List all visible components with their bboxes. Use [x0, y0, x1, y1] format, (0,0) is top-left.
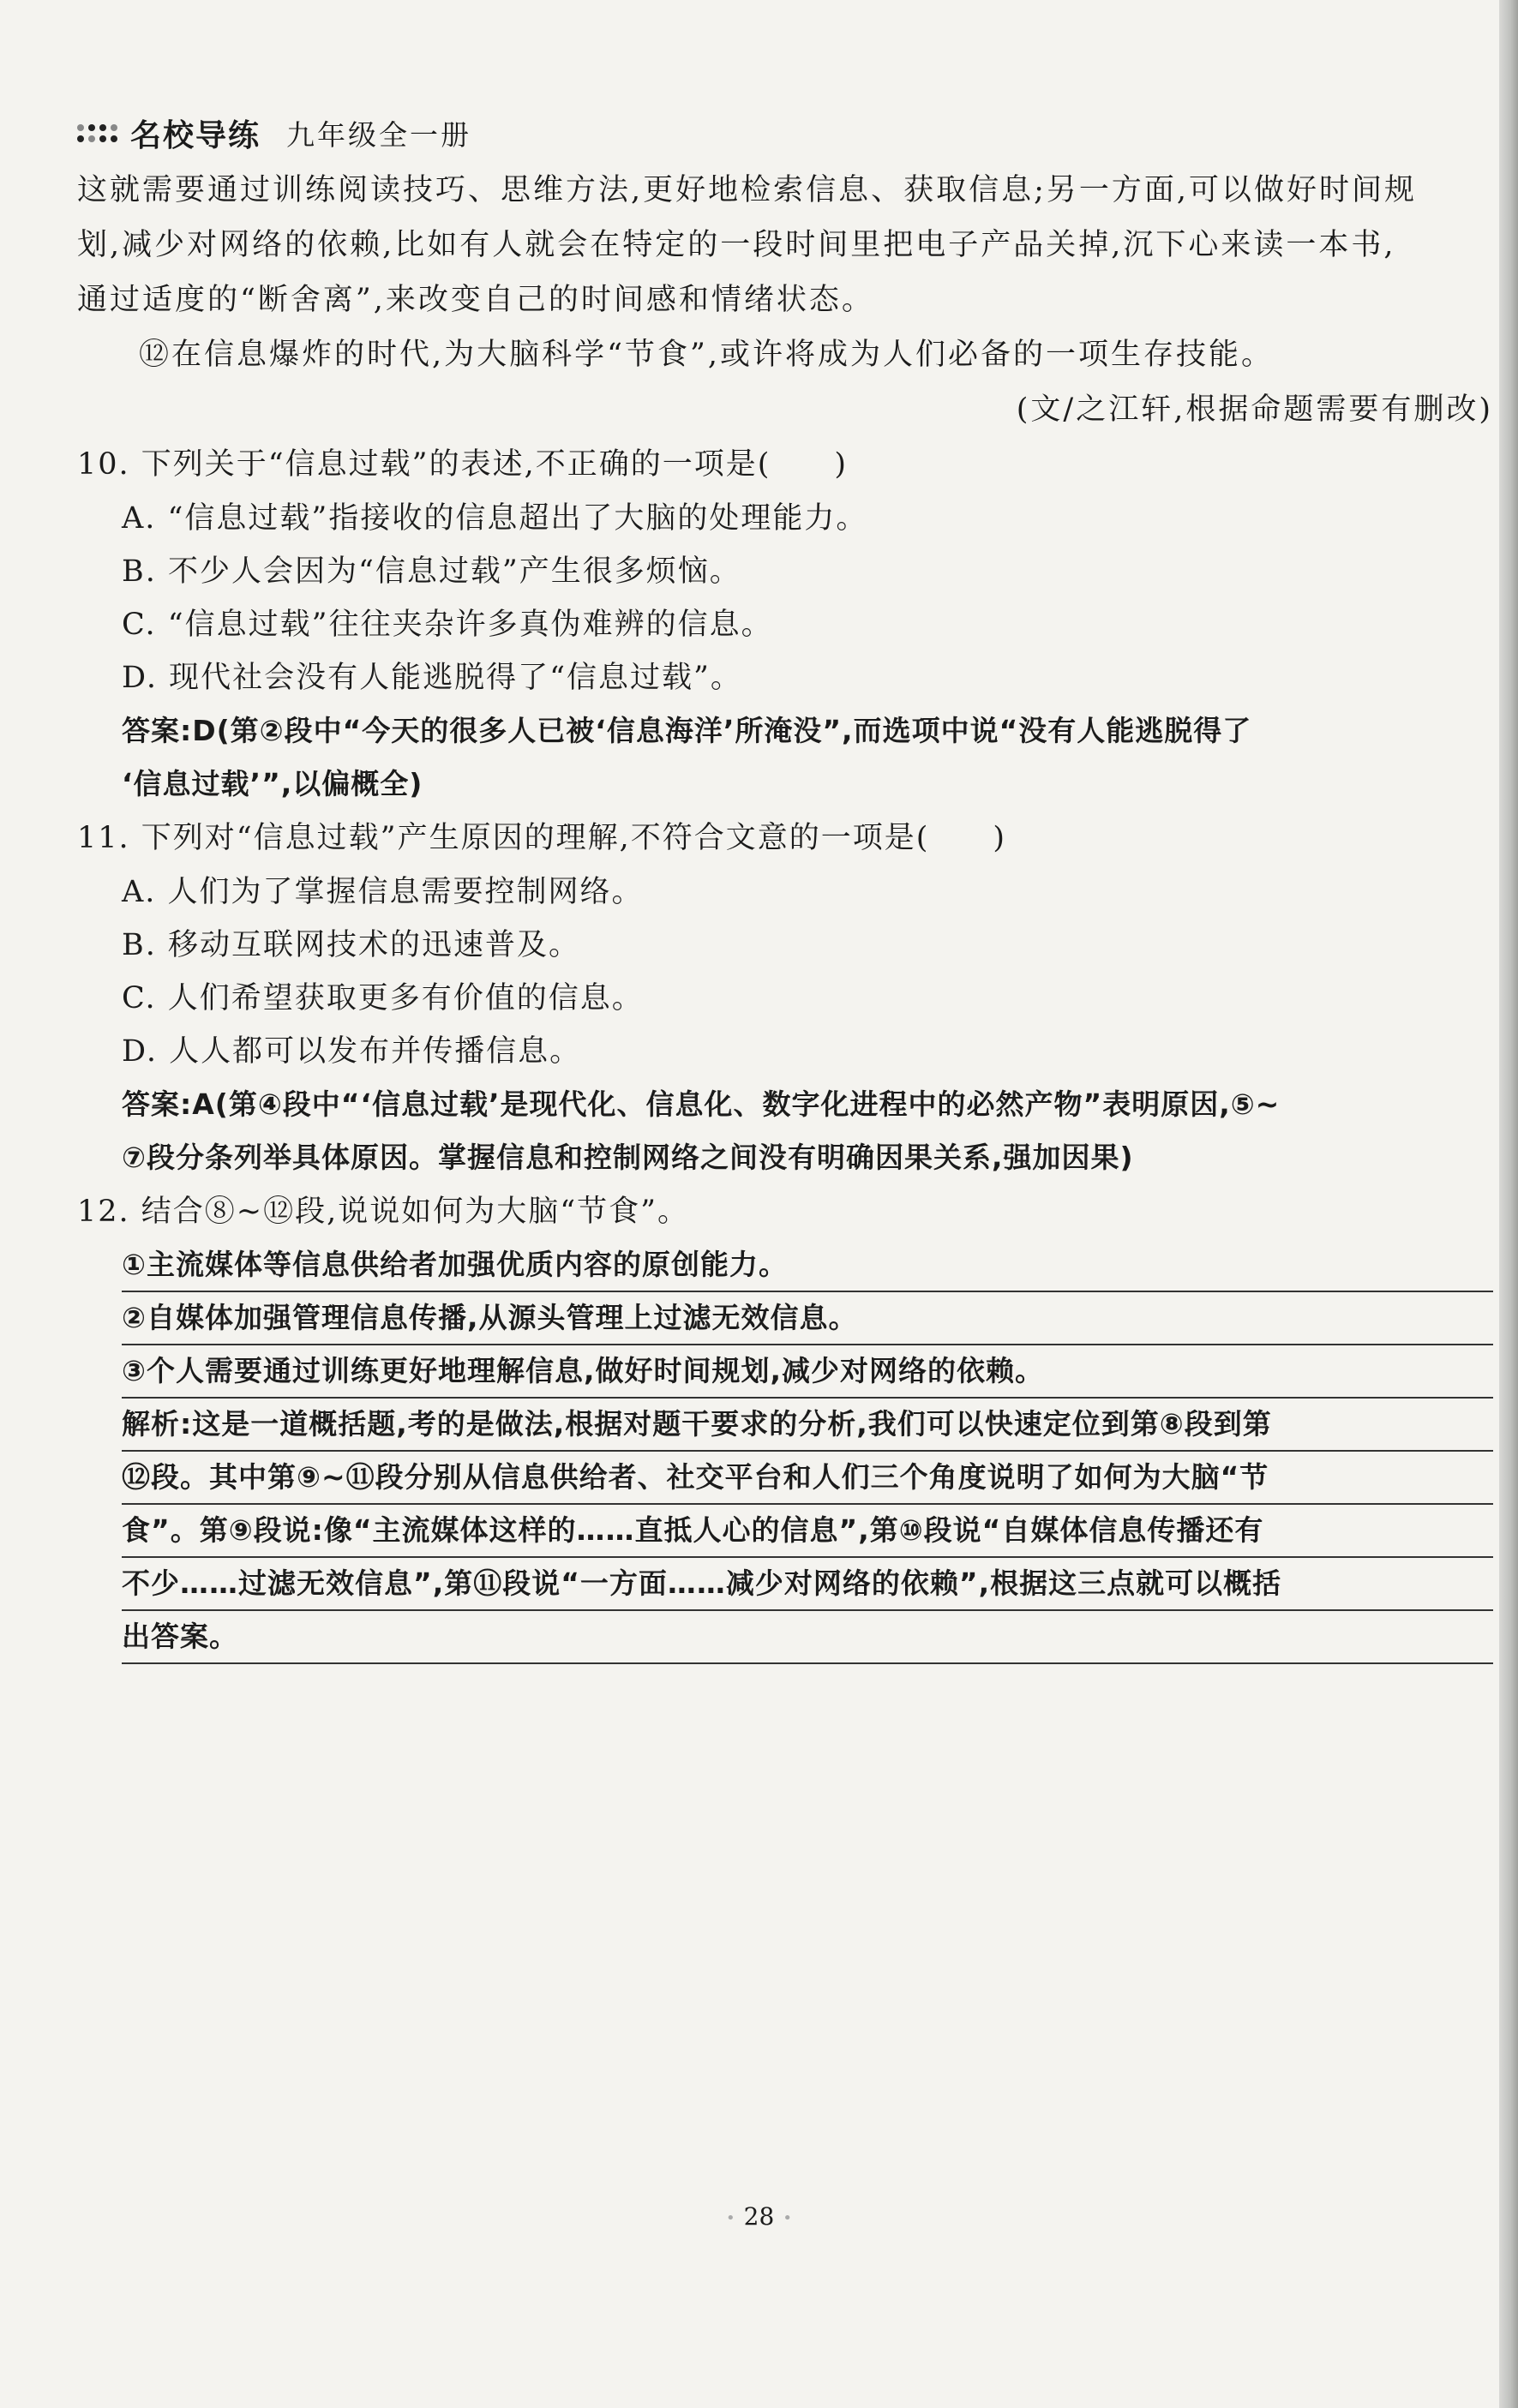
question-12 — [77, 1184, 1500, 1664]
question-stem: 11. 下列对“信息过载”产生原因的理解,不符合文意的一项是( ) — [77, 821, 1007, 855]
answer-line: ①主流媒体等信息供给者加强优质内容的原创能力。 — [122, 1239, 1493, 1292]
answer-line: 答案:D(第②段中“今天的很多人已被‘信息海洋’所淹没”,而选项中说“没有人能逃脱得了 — [122, 714, 1252, 747]
dot-decoration-icon: • — [726, 2209, 735, 2227]
analysis-line: 出答案。 — [122, 1611, 1493, 1664]
answer-explanation — [77, 1078, 1500, 1184]
page-number: 28 — [743, 2202, 775, 2231]
passage-line: 划,减少对网络的依赖,比如有人就会在特定的一段时间里把电子产品关掉,沉下心来读一本书, — [77, 228, 1396, 262]
analysis-line: 解析:这是一道概括题,考的是做法,根据对题干要求的分析,我们可以快速定位到第⑧段到第 — [122, 1399, 1493, 1452]
question-10 — [77, 437, 1500, 811]
answer-line: ⑦段分条列举具体原因。掌握信息和控制网络之间没有明确因果关系,强加因果) — [122, 1141, 1134, 1174]
analysis-line: 食”。第⑨段说:像“主流媒体这样的……直抵人心的信息”,第⑩段说“自媒体信息传播还有 — [122, 1505, 1493, 1558]
option-d: D. 现代社会没有人能逃脱得了“信息过载”。 — [122, 661, 742, 695]
passage-tail — [77, 163, 1500, 437]
answer-explanation — [77, 704, 1500, 811]
option-b: B. 移动互联网技术的迅速普及。 — [122, 928, 580, 962]
answer-line: ‘信息过载’”,以偏概全) — [122, 767, 423, 800]
answer-line: ③个人需要通过训练更好地理解信息,做好时间规划,减少对网络的依赖。 — [122, 1345, 1493, 1399]
series-brand: 名校导练 — [130, 117, 261, 153]
option-a: A. 人们为了掌握信息需要控制网络。 — [122, 875, 644, 909]
question-stem: 12. 结合⑧~⑫段,说说如何为大脑“节食”。 — [77, 1195, 690, 1229]
option-b: B. 不少人会因为“信息过载”产生很多烦恼。 — [122, 554, 741, 589]
option-c: C. 人们希望获取更多有价值的信息。 — [122, 981, 644, 1015]
answer-line: ②自媒体加强管理信息传播,从源头管理上过滤无效信息。 — [122, 1292, 1493, 1345]
page-content — [77, 103, 1500, 1664]
option-a: A. “信息过载”指接收的信息超出了大脑的处理能力。 — [122, 501, 868, 536]
page-header — [77, 103, 1500, 163]
question-11 — [77, 811, 1500, 1184]
dot-decoration-icon: • — [783, 2209, 792, 2227]
page-edge-shadow — [1499, 0, 1518, 2408]
passage-line: 这就需要通过训练阅读技巧、思维方法,更好地检索信息、获取信息;另一方面,可以做好时间规 — [77, 173, 1418, 207]
paragraph-12: ⑫在信息爆炸的时代,为大脑科学“节食”,或许将成为人们必备的一项生存技能。 — [139, 338, 1275, 372]
passage-source: (文/之江轩,根据命题需要有删改) — [1016, 392, 1493, 427]
grade-label: 九年级全一册 — [286, 117, 472, 152]
option-c: C. “信息过载”往往夹杂许多真伪难辨的信息。 — [122, 608, 773, 642]
page-number-footer — [0, 2202, 1518, 2231]
option-d: D. 人人都可以发布并传播信息。 — [122, 1034, 582, 1069]
question-stem: 10. 下列关于“信息过载”的表述,不正确的一项是( ) — [77, 447, 849, 482]
analysis-line: 不少……过滤无效信息”,第⑪段说“一方面……减少对网络的依赖”,根据这三点就可以概括 — [122, 1558, 1493, 1611]
passage-line: 通过适度的“断舍离”,来改变自己的时间感和情绪状态。 — [77, 283, 874, 317]
analysis-line: ⑫段。其中第⑨~⑪段分别从信息供给者、社交平台和人们三个角度说明了如何为大脑“节 — [122, 1452, 1493, 1505]
dots-logo-icon — [77, 124, 118, 142]
answer-line: 答案:A(第④段中“‘信息过载’是现代化、信息化、数字化进程中的必然产物”表明原因,⑤~ — [122, 1087, 1281, 1121]
